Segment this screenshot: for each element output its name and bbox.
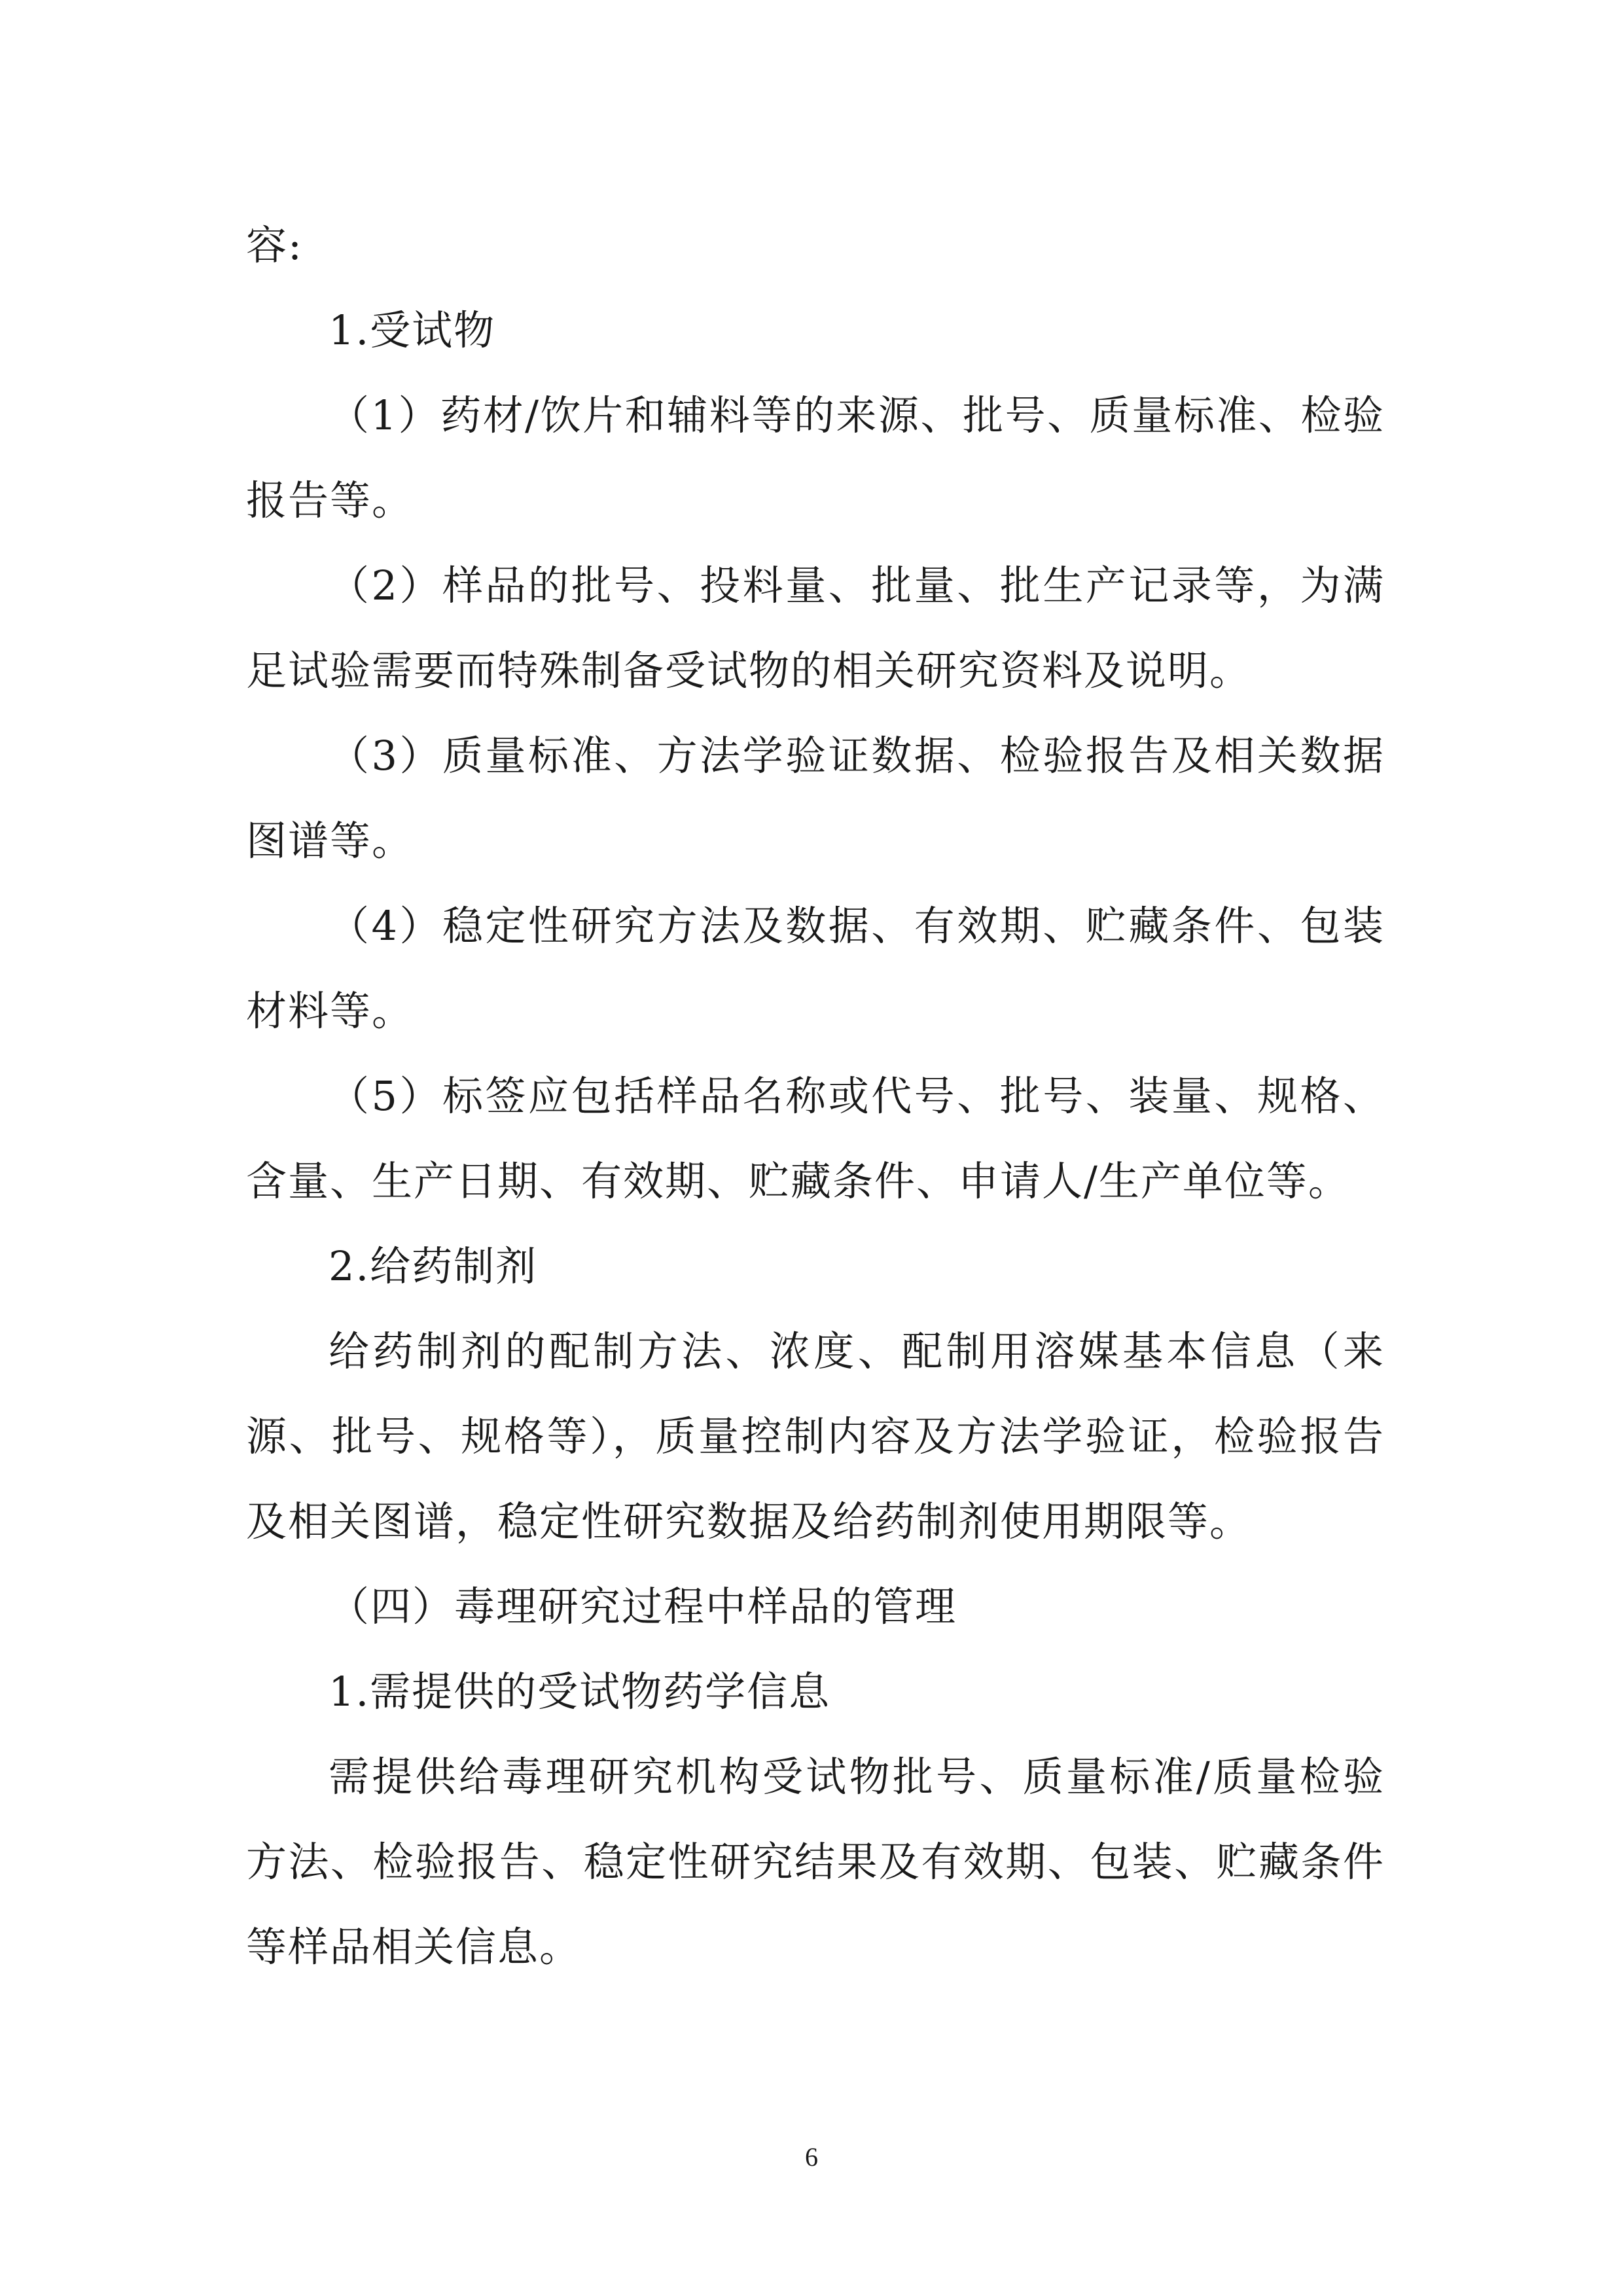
paragraph-item-1: （1）药材/饮片和辅料等的来源、批号、质量标准、检验报告等。: [246, 391, 1385, 524]
document-body: [246, 203, 1385, 1990]
paragraph-item-2: （2）样品的批号、投料量、批量、批生产记录等，为满足试验需要而特殊制备受试物的相关研究资料及说明。: [246, 562, 1385, 694]
paragraph-continuation: 容:: [246, 221, 303, 269]
heading-pharmaceutical-info: 1.需提供的受试物药学信息: [329, 1668, 831, 1715]
heading-test-article: 1.受试物: [329, 306, 496, 354]
heading-dosing-formulation: 2.给药制剂: [329, 1242, 538, 1290]
paragraph-item-3: （3）质量标准、方法学验证数据、检验报告及相关数据图谱等。: [246, 732, 1385, 865]
page-number: 6: [805, 2142, 818, 2172]
paragraph-item-4: （4）稳定性研究方法及数据、有效期、贮藏条件、包装材料等。: [246, 902, 1385, 1035]
paragraph-dosing-formulation: 给药制剂的配制方法、浓度、配制用溶媒基本信息（来源、批号、规格等），质量控制内容及方法学验证，检验报告及相关图谱，稳定性研究数据及给药制剂使用期限等。: [246, 1327, 1385, 1545]
paragraph-pharmaceutical-info: 需提供给毒理研究机构受试物批号、质量标准/质量检验方法、检验报告、稳定性研究结果及有效期、包装、贮藏条件等样品相关信息。: [246, 1753, 1385, 1971]
paragraph-item-5: （5）标签应包括样品名称或代号、批号、装量、规格、含量、生产日期、有效期、贮藏条件、申请人/生产单位等。: [246, 1072, 1385, 1205]
heading-section-four: （四）毒理研究过程中样品的管理: [329, 1583, 957, 1630]
